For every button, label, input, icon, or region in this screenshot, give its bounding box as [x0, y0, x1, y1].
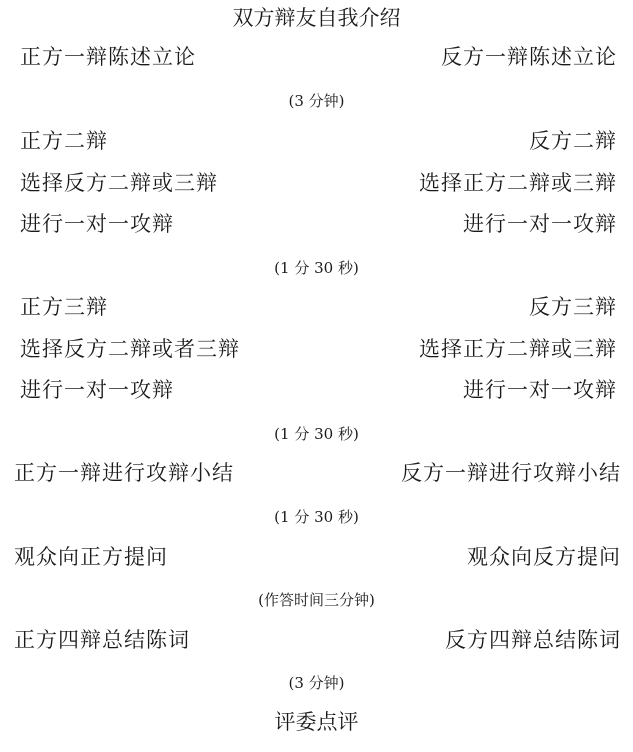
- time-note-closing: (3 分钟): [288, 674, 345, 692]
- row-third-debater-choice: [0, 334, 633, 364]
- row-audience-questions: [0, 542, 633, 572]
- row-first-debater-statement: [0, 42, 633, 72]
- negative-first-debater-statement: 反方一辩陈述立论: [441, 45, 617, 69]
- audience-questions-negative: 观众向反方提问: [467, 545, 621, 569]
- audience-questions-affirmative: 观众向正方提问: [14, 545, 168, 569]
- time-note-third-debater: (1 分 30 秒): [274, 425, 359, 443]
- time-note-statement: (3 分钟): [288, 92, 345, 110]
- negative-second-debater-cross-exam: 进行一对一攻辩: [463, 212, 617, 236]
- time-note-summary: (1 分 30 秒): [274, 508, 359, 526]
- affirmative-third-debater-cross-exam: 进行一对一攻辩: [20, 378, 174, 402]
- affirmative-second-debater-cross-exam: 进行一对一攻辩: [20, 212, 174, 236]
- affirmative-third-debater: 正方三辩: [20, 295, 108, 319]
- row-third-debater: [0, 292, 633, 322]
- time-note-second-debater: (1 分 30 秒): [274, 259, 359, 277]
- row-closing-statement: [0, 625, 633, 655]
- row-second-debater-choice: [0, 168, 633, 198]
- page-title: 双方辩友自我介绍: [232, 6, 401, 30]
- negative-second-debater-choice: 选择正方二辩或三辩: [419, 171, 617, 195]
- negative-second-debater: 反方二辩: [529, 129, 617, 153]
- affirmative-first-debater-statement: 正方一辩陈述立论: [20, 45, 196, 69]
- row-second-debater: [0, 126, 633, 156]
- row-third-debater-cross-exam: [0, 375, 633, 405]
- time-note-audience: (作答时间三分钟): [258, 591, 375, 609]
- negative-closing-statement: 反方四辩总结陈词: [445, 628, 621, 652]
- row-second-debater-cross-exam: [0, 209, 633, 239]
- judges-comment: 评委点评: [274, 710, 359, 734]
- affirmative-second-debater: 正方二辩: [20, 129, 108, 153]
- affirmative-second-debater-choice: 选择反方二辩或三辩: [20, 171, 218, 195]
- affirmative-closing-statement: 正方四辩总结陈词: [14, 628, 190, 652]
- affirmative-cross-exam-summary: 正方一辩进行攻辩小结: [14, 461, 234, 485]
- negative-third-debater-choice: 选择正方二辩或三辩: [419, 337, 617, 361]
- negative-third-debater: 反方三辩: [529, 295, 617, 319]
- affirmative-third-debater-choice: 选择反方二辩或者三辩: [20, 337, 240, 361]
- negative-third-debater-cross-exam: 进行一对一攻辩: [463, 378, 617, 402]
- negative-cross-exam-summary: 反方一辩进行攻辩小结: [401, 461, 621, 485]
- row-cross-exam-summary: [0, 458, 633, 488]
